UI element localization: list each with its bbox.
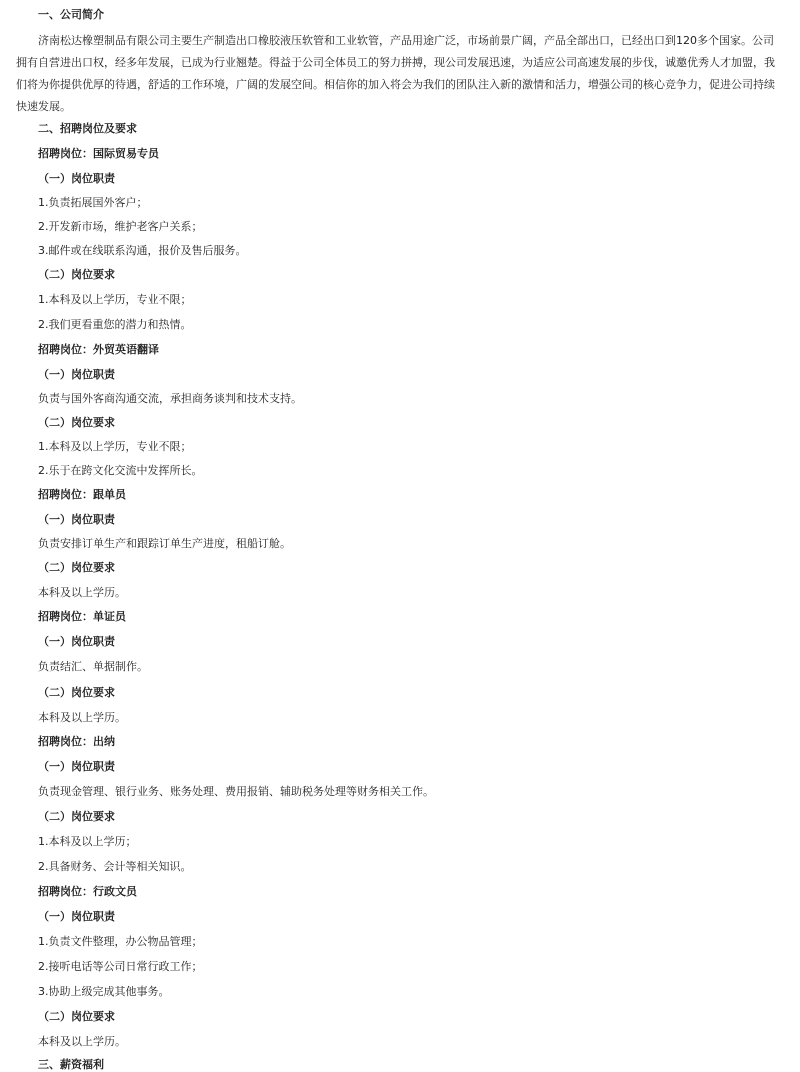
job-req-item: 1.本科及以上学历，专业不限； bbox=[38, 293, 192, 306]
job-duty-item: 负责结汇、单据制作。 bbox=[38, 660, 148, 673]
job-req-heading: （二）岗位要求 bbox=[38, 561, 115, 574]
job-title: 招聘岗位：单证员 bbox=[38, 610, 126, 623]
job-title: 招聘岗位：行政文员 bbox=[38, 885, 137, 898]
job-duty-heading: （一）岗位职责 bbox=[38, 368, 115, 381]
job-duty-item: 1.负责拓展国外客户； bbox=[38, 196, 148, 209]
job-duty-item: 2.开发新市场，维护老客户关系； bbox=[38, 220, 203, 233]
job-duty-item: 3.协助上级完成其他事务。 bbox=[38, 985, 170, 998]
job-req-heading: （二）岗位要求 bbox=[38, 810, 115, 823]
job-req-item: 2.我们更看重您的潜力和热情。 bbox=[38, 318, 192, 331]
job-req-item: 1.本科及以上学历； bbox=[38, 835, 137, 848]
intro-paragraph: 济南松达橡塑制品有限公司主要生产制造出口橡胶液压软管和工业软管，产品用途广泛，市场前景广阔，产品全部出口，已经出口到120多个国家。公司拥有自营进出口权，经多年发展，已成为行业翘楚。得益于公司全体员工的努力拼搏，现公司发展迅速，为适应公司高速发展的步伐，诚邀优秀人才加盟，我们将为你提供优厚的待遇，舒适的工作环境，广阔的发展空间。相信你的加入将会为我们的团队注入新的激情和活力，增强公司的核心竞争力，促进公司持续快速发展。 bbox=[16, 34, 775, 113]
job-req-item: 2.具备财务、会计等相关知识。 bbox=[38, 860, 192, 873]
job-title: 招聘岗位：国际贸易专员 bbox=[38, 147, 159, 160]
section-title-intro: 一、公司简介 bbox=[38, 8, 104, 21]
job-duty-item: 3.邮件或在线联系沟通，报价及售后服务。 bbox=[38, 244, 247, 257]
job-req-heading: （二）岗位要求 bbox=[38, 416, 115, 429]
job-duty-heading: （一）岗位职责 bbox=[38, 760, 115, 773]
job-duty-heading: （一）岗位职责 bbox=[38, 635, 115, 648]
job-req-item: 1.本科及以上学历，专业不限； bbox=[38, 440, 192, 453]
job-req-item: 本科及以上学历。 bbox=[38, 586, 126, 599]
job-req-item: 本科及以上学历。 bbox=[38, 1035, 126, 1048]
job-title: 招聘岗位：外贸英语翻译 bbox=[38, 343, 159, 356]
job-duty-heading: （一）岗位职责 bbox=[38, 910, 115, 923]
job-req-item: 2.乐于在跨文化交流中发挥所长。 bbox=[38, 464, 203, 477]
job-duty-heading: （一）岗位职责 bbox=[38, 513, 115, 526]
job-duty-item: 负责安排订单生产和跟踪订单生产进度，租船订舱。 bbox=[38, 537, 291, 550]
section-title-salary: 三、薪资福利 bbox=[38, 1058, 104, 1071]
job-duty-item: 负责现金管理、银行业务、账务处理、费用报销、辅助税务处理等财务相关工作。 bbox=[38, 785, 434, 798]
job-req-heading: （二）岗位要求 bbox=[38, 1010, 115, 1023]
job-title: 招聘岗位：出纳 bbox=[38, 735, 115, 748]
job-title: 招聘岗位：跟单员 bbox=[38, 488, 126, 501]
job-duty-item: 1.负责文件整理，办公物品管理； bbox=[38, 935, 203, 948]
job-req-heading: （二）岗位要求 bbox=[38, 268, 115, 281]
job-req-item: 本科及以上学历。 bbox=[38, 711, 126, 724]
job-req-heading: （二）岗位要求 bbox=[38, 686, 115, 699]
job-duty-item: 2.接听电话等公司日常行政工作； bbox=[38, 960, 203, 973]
section-title-jobs: 二、招聘岗位及要求 bbox=[38, 122, 137, 135]
job-duty-item: 负责与国外客商沟通交流，承担商务谈判和技术支持。 bbox=[38, 392, 302, 405]
job-duty-heading: （一）岗位职责 bbox=[38, 172, 115, 185]
